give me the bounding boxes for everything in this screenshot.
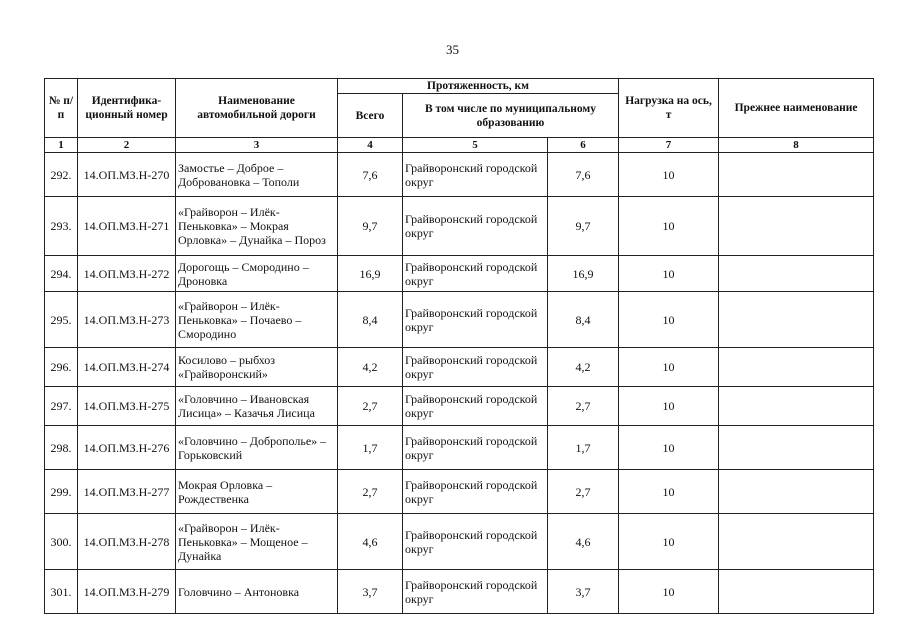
row-number: 293. — [45, 197, 78, 256]
header-num: № п/п — [45, 79, 78, 138]
axle-load: 10 — [619, 197, 719, 256]
length-municipality: 1,7 — [548, 426, 619, 470]
axle-load: 10 — [619, 292, 719, 348]
table-row — [45, 197, 874, 256]
axle-load: 10 — [619, 470, 719, 514]
table-row — [45, 348, 874, 387]
road-name: «Грайворон – Илёк-Пеньковка» – Почаево – Смородино — [176, 292, 338, 348]
former-name — [719, 387, 874, 426]
table-row — [45, 426, 874, 470]
length-municipality: 8,4 — [548, 292, 619, 348]
length-total: 8,4 — [338, 292, 403, 348]
length-total: 9,7 — [338, 197, 403, 256]
header-id: Идентифика-ционный номер — [78, 79, 176, 138]
road-id: 14.ОП.МЗ.Н-273 — [78, 292, 176, 348]
length-total: 3,7 — [338, 570, 403, 614]
header-total: Всего — [338, 94, 403, 138]
length-municipality: 9,7 — [548, 197, 619, 256]
row-number: 300. — [45, 514, 78, 570]
road-id: 14.ОП.МЗ.Н-271 — [78, 197, 176, 256]
row-number: 295. — [45, 292, 78, 348]
axle-load: 10 — [619, 153, 719, 197]
road-name: Дорогощь – Смородино – Дроновка — [176, 256, 338, 292]
length-municipality: 4,2 — [548, 348, 619, 387]
page-number: 35 — [446, 42, 459, 57]
former-name — [719, 570, 874, 614]
road-name: «Головчино – Доброполье» – Горьковский — [176, 426, 338, 470]
road-id: 14.ОП.МЗ.Н-272 — [78, 256, 176, 292]
axle-load: 10 — [619, 514, 719, 570]
row-number: 299. — [45, 470, 78, 514]
row-number: 297. — [45, 387, 78, 426]
road-name: Головчино – Антоновка — [176, 570, 338, 614]
axle-load: 10 — [619, 256, 719, 292]
table-row — [45, 153, 874, 197]
road-id: 14.ОП.МЗ.Н-277 — [78, 470, 176, 514]
column-number: 5 — [403, 138, 548, 153]
column-number: 1 — [45, 138, 78, 153]
former-name — [719, 426, 874, 470]
table-row — [45, 387, 874, 426]
municipality: Грайворонский городской округ — [403, 426, 548, 470]
column-number: 3 — [176, 138, 338, 153]
row-number: 298. — [45, 426, 78, 470]
road-id: 14.ОП.МЗ.Н-276 — [78, 426, 176, 470]
municipality: Грайворонский городской округ — [403, 387, 548, 426]
former-name — [719, 292, 874, 348]
table-row — [45, 470, 874, 514]
column-number: 6 — [548, 138, 619, 153]
road-name: Мокрая Орловка – Рождественка — [176, 470, 338, 514]
row-number: 294. — [45, 256, 78, 292]
header-former-name: Прежнее наименование — [719, 79, 874, 138]
road-name: Косилово – рыбхоз «Грайворонский» — [176, 348, 338, 387]
length-municipality: 2,7 — [548, 387, 619, 426]
road-id: 14.ОП.МЗ.Н-275 — [78, 387, 176, 426]
axle-load: 10 — [619, 348, 719, 387]
municipality: Грайворонский городской округ — [403, 197, 548, 256]
table-row — [45, 292, 874, 348]
municipality: Грайворонский городской округ — [403, 348, 548, 387]
table-row — [45, 514, 874, 570]
length-municipality: 3,7 — [548, 570, 619, 614]
former-name — [719, 153, 874, 197]
former-name — [719, 348, 874, 387]
former-name — [719, 470, 874, 514]
length-municipality: 7,6 — [548, 153, 619, 197]
road-name: «Головчино – Ивановская Лисица» – Казачья Лисица — [176, 387, 338, 426]
header-by-municipality: В том числе по муниципальному образованию — [403, 94, 619, 138]
road-name: Замостье – Доброе – Добровановка – Тополи — [176, 153, 338, 197]
road-id: 14.ОП.МЗ.Н-279 — [78, 570, 176, 614]
column-number: 4 — [338, 138, 403, 153]
length-total: 2,7 — [338, 387, 403, 426]
axle-load: 10 — [619, 570, 719, 614]
road-name: «Грайворон – Илёк-Пеньковка» – Мощеное – Дунайка — [176, 514, 338, 570]
length-municipality: 4,6 — [548, 514, 619, 570]
table-row — [45, 256, 874, 292]
length-total: 2,7 — [338, 470, 403, 514]
municipality: Грайворонский городской округ — [403, 570, 548, 614]
former-name — [719, 197, 874, 256]
length-municipality: 16,9 — [548, 256, 619, 292]
municipality: Грайворонский городской округ — [403, 153, 548, 197]
length-total: 4,6 — [338, 514, 403, 570]
municipality: Грайворонский городской округ — [403, 514, 548, 570]
former-name — [719, 514, 874, 570]
column-number-row — [45, 138, 874, 153]
axle-load: 10 — [619, 426, 719, 470]
length-total: 7,6 — [338, 153, 403, 197]
row-number: 292. — [45, 153, 78, 197]
municipality: Грайворонский городской округ — [403, 292, 548, 348]
table-row — [45, 570, 874, 614]
length-total: 4,2 — [338, 348, 403, 387]
length-total: 1,7 — [338, 426, 403, 470]
row-number: 301. — [45, 570, 78, 614]
length-total: 16,9 — [338, 256, 403, 292]
former-name — [719, 256, 874, 292]
column-number: 2 — [78, 138, 176, 153]
municipality: Грайворонский городской округ — [403, 470, 548, 514]
column-number: 7 — [619, 138, 719, 153]
road-name: «Грайворон – Илёк-Пеньковка» – Мокрая Орловка» – Дунайка – Пороз — [176, 197, 338, 256]
axle-load: 10 — [619, 387, 719, 426]
column-number: 8 — [719, 138, 874, 153]
roads-table — [44, 78, 874, 614]
header-road-name: Наименование автомобильной дороги — [176, 79, 338, 138]
header-length-group: Протяженность, км — [338, 79, 619, 94]
row-number: 296. — [45, 348, 78, 387]
municipality: Грайворонский городской округ — [403, 256, 548, 292]
length-municipality: 2,7 — [548, 470, 619, 514]
road-id: 14.ОП.МЗ.Н-274 — [78, 348, 176, 387]
road-id: 14.ОП.МЗ.Н-278 — [78, 514, 176, 570]
road-id: 14.ОП.МЗ.Н-270 — [78, 153, 176, 197]
header-axle-load: Нагрузка на ось, т — [619, 79, 719, 138]
